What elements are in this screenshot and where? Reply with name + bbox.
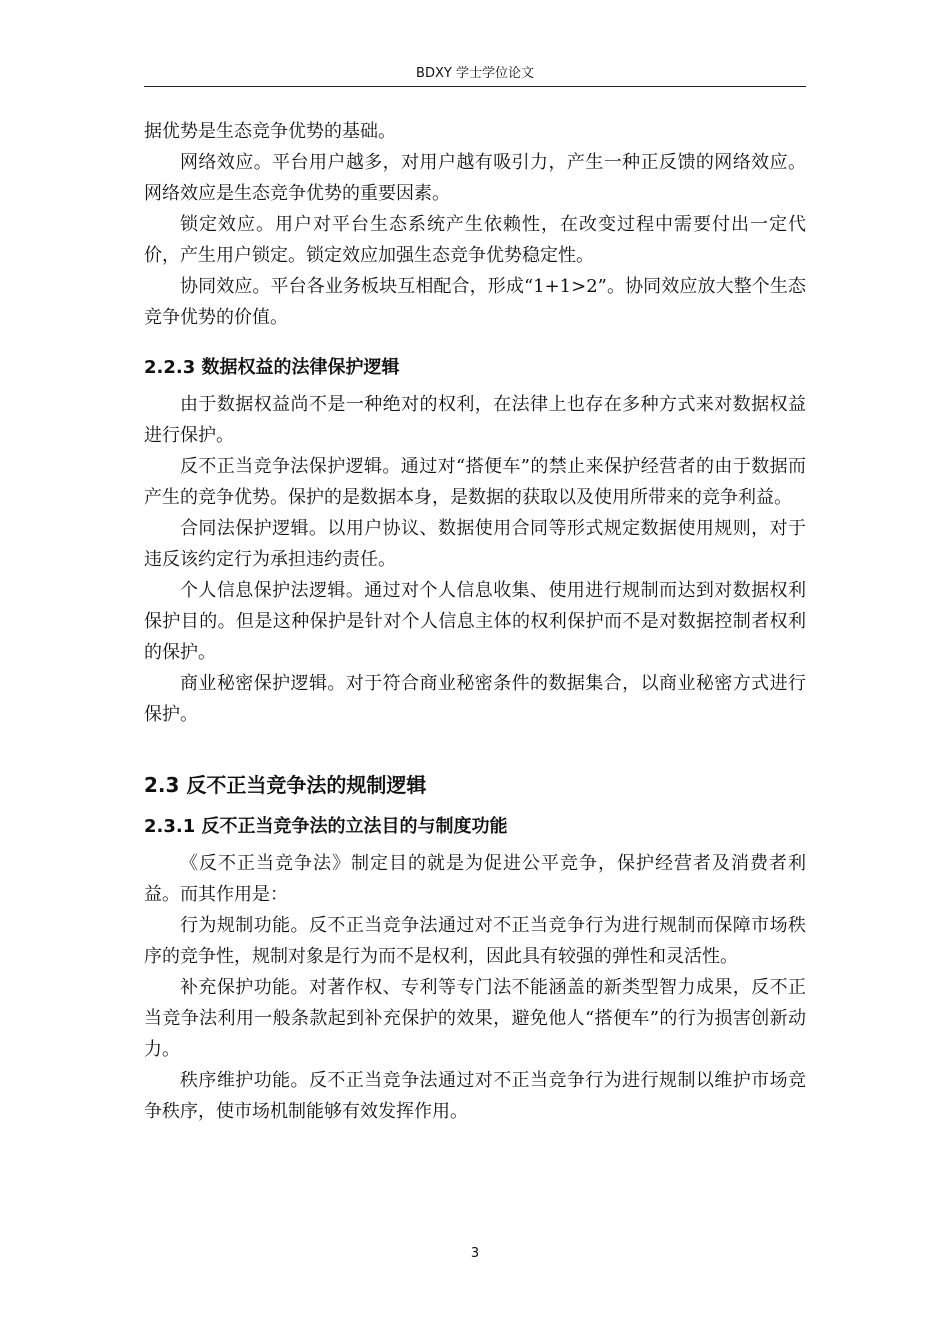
paragraph: 网络效应。平台用户越多，对用户越有吸引力，产生一种正反馈的网络效应。网络效应是生态竞争优势的重要因素。 <box>144 152 806 204</box>
paragraph: 协同效应。平台各业务板块互相配合，形成“1+1>2”。协同效应放大整个生态竞争优势的价值。 <box>144 276 806 328</box>
paragraph: 商业秘密保护逻辑。对于符合商业秘密条件的数据集合，以商业秘密方式进行保护。 <box>144 673 806 725</box>
header-title: BDXY 学士学位论文 <box>416 66 534 81</box>
page-number: 3 <box>470 1246 480 1261</box>
paragraph: 补充保护功能。对著作权、专利等专门法不能涵盖的新类型智力成果，反不正当竞争法利用一般条款起到补充保护的效果，避免他人“搭便车”的行为损害创新动力。 <box>144 977 806 1060</box>
paragraph: 《反不正当竞争法》制定目的就是为促进公平竞争，保护经营者及消费者利益。而其作用是： <box>144 853 806 905</box>
page-content <box>144 116 806 1127</box>
paragraph: 由于数据权益尚不是一种绝对的权利，在法律上也存在多种方式来对数据权益进行保护。 <box>144 394 806 446</box>
section-heading-2-2-3: 2.2.3 数据权益的法律保护逻辑 <box>144 357 400 378</box>
section-heading-2-3-1: 2.3.1 反不正当竞争法的立法目的与制度功能 <box>144 816 508 837</box>
paragraph: 秩序维护功能。反不正当竞争法通过对不正当竞争行为进行规制以维护市场竞争秩序，使市场机制能够有效发挥作用。 <box>144 1070 806 1122</box>
section-heading-2-3: 2.3 反不正当竞争法的规制逻辑 <box>144 773 427 797</box>
page-header <box>144 64 806 87</box>
paragraph: 锁定效应。用户对平台生态系统产生依赖性，在改变过程中需要付出一定代价，产生用户锁定。锁定效应加强生态竞争优势稳定性。 <box>144 214 806 266</box>
paragraph: 据优势是生态竞争优势的基础。 <box>144 121 396 142</box>
paragraph: 合同法保护逻辑。以用户协议、数据使用合同等形式规定数据使用规则，对于违反该约定行为承担违约责任。 <box>144 518 806 570</box>
paragraph: 行为规制功能。反不正当竞争法通过对不正当竞争行为进行规制而保障市场秩序的竞争性，规制对象是行为而不是权利，因此具有较强的弹性和灵活性。 <box>144 915 806 967</box>
paragraph: 个人信息保护法逻辑。通过对个人信息收集、使用进行规制而达到对数据权利保护目的。但是这种保护是针对个人信息主体的权利保护而不是对数据控制者权利的保护。 <box>144 580 806 663</box>
paragraph: 反不正当竞争法保护逻辑。通过对“搭便车”的禁止来保护经营者的由于数据而产生的竞争优势。保护的是数据本身，是数据的获取以及使用所带来的竞争利益。 <box>144 456 806 508</box>
